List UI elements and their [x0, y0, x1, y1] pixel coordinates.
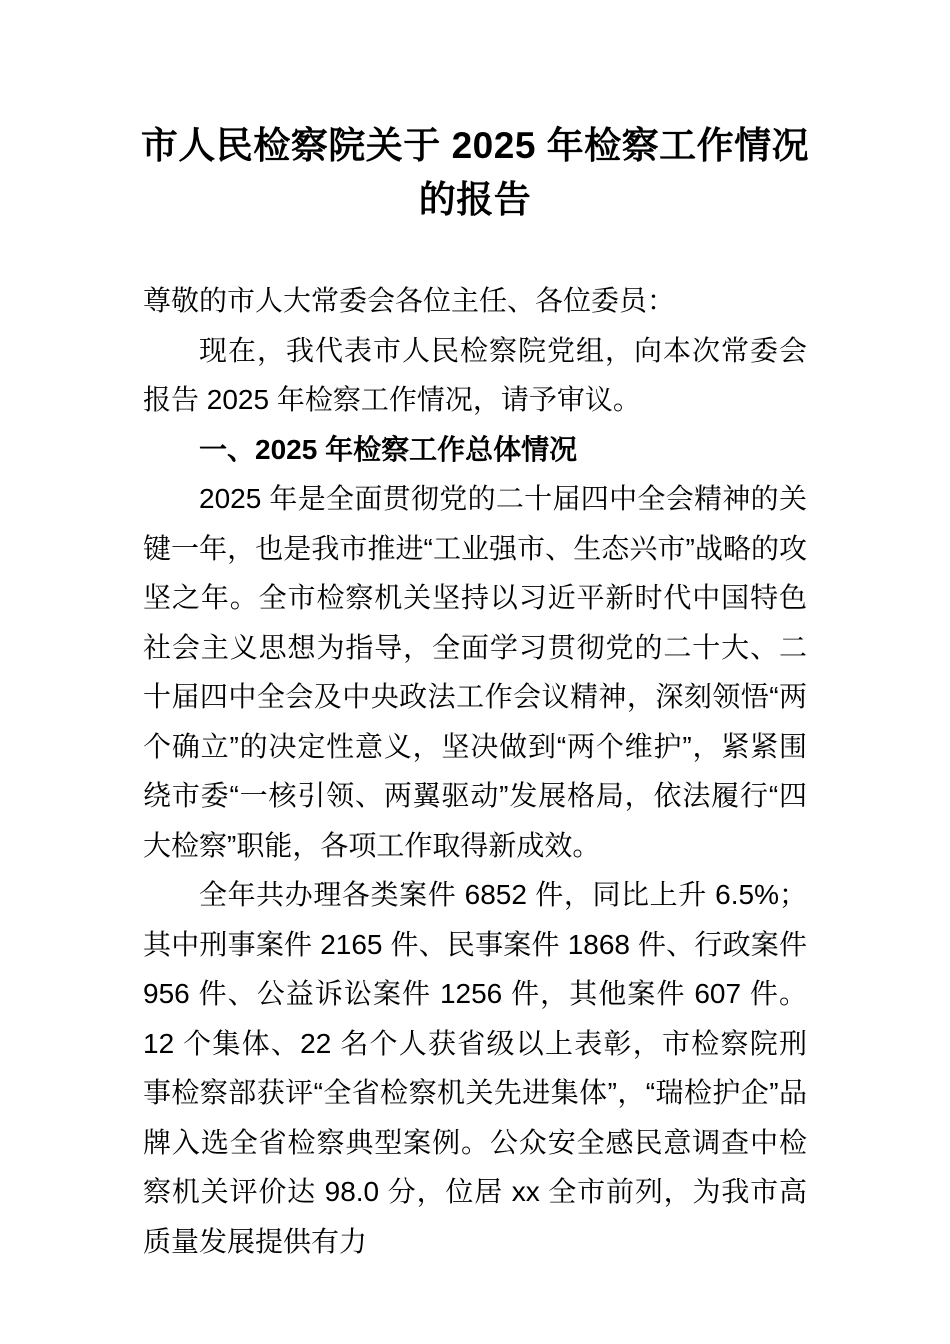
section-heading-1: 一、2025 年检察工作总体情况 [199, 433, 578, 465]
report-title-line-2: 的报告 [418, 179, 532, 220]
report-title [0, 0, 950, 227]
paragraph-intro: 现在，我代表市人民检察院党组，向本次常委会报告 2025 年检察工作情况，请予审议。 [143, 334, 807, 415]
report-body [143, 276, 807, 1266]
salutation: 尊敬的市人大常委会各位主任、各位委员： [143, 285, 676, 316]
paragraph-overview: 2025 年是全面贯彻党的二十届四中全会精神的关键一年，也是我市推进“工业强市、生态兴市”战略的攻坚之年。全市检察机关坚持以习近平新时代中国特色社会主义思想为指导，全面学习贯彻党的二十大、二十届四中全会及中央政法工作会议精神，深刻领悟“两个确立”的决定性意义，坚决做到“两个维护”，紧紧围绕市委“一核引领、两翼驱动”发展格局，依法履行“四大检察”职能，各项工作取得新成效。 [143, 483, 807, 861]
paragraph-statistics: 全年共办理各类案件 6852 件，同比上升 6.5%；其中刑事案件 2165 件、民事案件 1868 件、行政案件 956 件、公益诉讼案件 1256 件，其他案件 607 件。12 个集体、22 名个人获省级以上表彰，市检察院刑事检察部获评“全省检察机关先进集体”，“瑞检护企”品牌入选全省检察典型案例。公众安全感民意调查中检察机关评价达 98.0 分，位居 xx 全市前列，为我市高质量发展提供有力 [143, 879, 807, 1257]
report-title-line-1: 市人民检察院关于 2025 年检察工作情况 [140, 125, 810, 166]
